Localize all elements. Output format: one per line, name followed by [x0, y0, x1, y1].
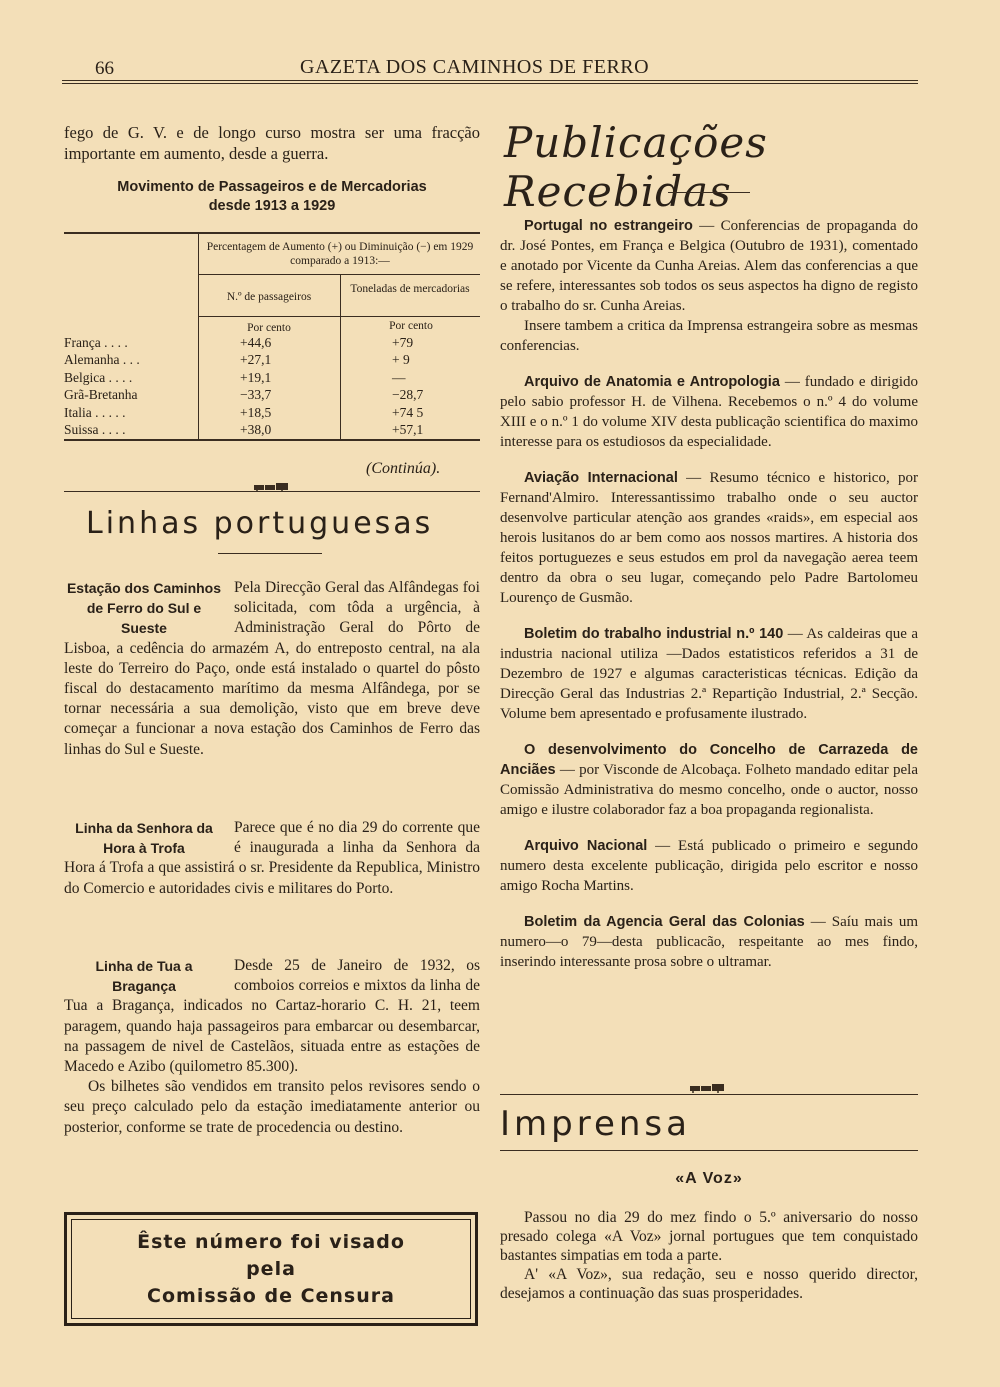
publication-text: Resumo técnico e historico, por Fernand'Almiro. Interessantissimo trabalho onde o seu auctor desenvolve particular atenção aos grandes «raids», em especial aos herois lusitanos do ar bem como aos nossos martires. A historia dos feitos portuguezes e seus estudos em prol da navegação aerea teem dentro da obra o seu lugar, começando pelo Padre Bartolomeu Lourenço de Gusmão.	[500, 470, 918, 606]
table-row	[64, 421, 480, 438]
intro-paragraph: fego de G. V. e de longo curso mostra ser uma fracção importante em aumento, desde a guerra.	[64, 123, 480, 163]
voz-paragraph-2: A' «A Voz», sua redação, seu e nosso querido director, desejamos a continuação das suas prosperidades.	[500, 1266, 918, 1302]
publicacoes-underline	[668, 192, 750, 193]
publication-text: Está publicado o primeiro e segundo numero desta excelente publicação, dirigida pelo escritor e nosso amigo Rocha Martins.	[500, 838, 919, 894]
publication-title: O desenvolvimento do Concelho de Carrazeda de Anciães	[500, 742, 918, 778]
article-text-tua-braganca: Desde 25 de Janeiro de 1932, os comboios correios e mixtos da linha de Tua a Bragança, indicados no Cartaz-horario C. H. 21, teem paragem, quando haja passageiros para embarcar ou desembarcar, na passagem de nivel de Castelãos, situada entre as estações de Macedo e Azibo (quilometro 85.300).	[64, 957, 480, 1076]
row-country: Alemanha . . .	[64, 352, 140, 368]
article-text-tua-braganca-2: Os bilhetes são vendidos em transito pelos revisores sendo o seu preço calculado pelo da estação imediatamente anterior ou posterior, conforme se trate de procedencia ou destino.	[64, 1078, 480, 1136]
publication-text: Saíu mais um numero—o 79—desta publicacão, respeitante ao mes findo, inserindo interessante prosa sobre o ultramar.	[500, 914, 919, 970]
row-tons: −28,7	[392, 387, 424, 403]
row-country: Italia . . . . .	[64, 404, 126, 420]
row-passengers: +27,1	[240, 352, 272, 368]
row-tons: +79	[392, 335, 414, 350]
censor-box	[64, 1212, 478, 1326]
table-title-line-1: Movimento de Passageiros e de Mercadorias	[117, 179, 427, 195]
publication-text: fundado e dirigido pelo sabio professor H. de Vilhena. Recebemos o n.º 4 do volume XIII e o n.º 1 do volume XIV desta publicação scientifica do maximo interesse para os estudiosos da especialidade.	[500, 374, 919, 450]
page-number: 66	[95, 58, 114, 79]
publication-title: Arquivo Nacional	[524, 838, 648, 854]
voz-paragraph-1: Passou no dia 29 do mez findo o 5.º aniversario do nosso presado colega «A Voz» jornal portugues que tem conquistado bastantes simpatias em toda a parte.	[500, 1209, 918, 1264]
table-row	[64, 351, 480, 368]
continua-note: (Continúa).	[366, 460, 441, 477]
running-title: GAZETA DOS CAMINHOS DE FERRO	[300, 56, 650, 78]
table-title-line-2: desde 1913 a 1929	[208, 198, 336, 214]
row-tons: —	[392, 369, 406, 385]
publication-entry: Boletim da Agencia Geral das Colonias — Saíu mais um numero—o 79—desta publicacão, respeitante ao mes findo, inserindo interessante prosa sobre o ultramar.	[500, 914, 919, 970]
publication-title: Boletim do trabalho industrial n.º 140	[524, 626, 784, 642]
publication-entry-continued: Insere tambem a critica da Imprensa estrangeira sobre as mesmas conferencias.	[500, 318, 918, 354]
row-passengers: +18,5	[240, 404, 272, 420]
table-row	[64, 386, 480, 403]
row-tons: +57,1	[392, 422, 424, 437]
row-passengers: +19,1	[240, 369, 272, 385]
unit-tons: Por cento	[389, 320, 433, 332]
publication-title: Boletim da Agencia Geral das Colonias	[524, 914, 805, 930]
section-title-imprensa: Imprensa	[500, 1104, 691, 1144]
row-country: Grã-Bretanha	[64, 387, 138, 403]
table-row	[64, 369, 480, 386]
voz-title: «A Voz»	[675, 1170, 743, 1187]
article-sul-sueste	[64, 578, 480, 760]
row-passengers: −33,7	[240, 387, 272, 403]
publication-entry: O desenvolvimento do Concelho de Carrazeda de Anciães — por Visconde de Alcobaça. Folheto mandado editar pela Comissão Administrativa do mesmo concelho, onde o auctor, nosso amigo e ilustre colaborador faz a boa propaganda regionalista.	[500, 742, 918, 818]
row-country: Belgica . . . .	[64, 369, 133, 385]
publication-text: por Visconde de Alcobaça. Folheto mandado editar pela Comissão Administrativa do mesmo concelho, onde o auctor, nosso amigo e ilustre colaborador faz a boa propaganda regionalista.	[500, 762, 918, 818]
table-row	[64, 404, 480, 421]
header-rule-2	[62, 83, 918, 84]
publication-title: Portugal no estrangeiro	[524, 218, 693, 234]
article-senhora-hora	[64, 818, 480, 899]
train-ornament-icon	[252, 482, 290, 492]
publication-entry: Boletim do trabalho industrial n.º 140 — As caldeiras que a industria nacional utiliza —Dados estatisticos referidos a 31 de Dezembro de 1927 e algumas caracteristicas técnicas. Edição da Direcção Geral das Industrias 2.ª Repartição Industrial, 2.ª Secção. Volume bem apresentado e profusamente ilustrado.	[500, 626, 918, 722]
censor-line-1: Êste número foi visado	[137, 1231, 405, 1253]
col-header-passengers: N.º de passageiros	[226, 291, 312, 303]
publication-title: Arquivo de Anatomia e Antropologia	[524, 374, 780, 390]
row-country: Suissa . . . .	[64, 422, 126, 437]
article-text-senhora-hora: Parece que é no dia 29 do corrente que é inaugurada a linha da Senhora da Hora á Trofa a que assistirá o sr. Presidente da Republica, Ministro do Comercio e autoridades civis e militares do Porto.	[64, 819, 480, 897]
voz-article	[500, 1208, 918, 1303]
imprensa-divider	[500, 1094, 918, 1095]
censor-line-3: Comissão de Censura	[147, 1285, 395, 1307]
unit-passengers: Por cento	[247, 322, 291, 334]
publication-entry: Aviação Internacional — Resumo técnico e historico, por Fernand'Almiro. Interessantissimo trabalho onde o seu auctor desenvolve particular atenção aos grandes «raids», em especial aos herois lusitanos do ar bem como aos nossos martires. A historia dos feitos portuguezes e seus estudos em prol da navegação aerea teem dentro da obra o seu lugar, começando pelo Padre Bartolomeu Lourenço de Gusmão.	[500, 470, 918, 606]
censor-line-2: pela	[246, 1258, 296, 1280]
table-title	[64, 178, 480, 216]
row-passengers: +38,0	[240, 422, 272, 437]
stats-table	[64, 232, 480, 441]
title-underline	[218, 553, 322, 554]
section-title-publicacoes: Publicações Recebidas	[504, 118, 768, 216]
table-row	[64, 334, 480, 351]
article-text-sul-sueste: Pela Direcção Geral das Alfândegas foi solicitada, com tôda a urgência, à Administração Geral do Pôrto de Lisboa, a cedência do armazém A, do entreposto central, na ala leste do Terreiro do Paço, onde está instalado o quartel do pôsto fiscal do destacamento marítimo da mesma Alfândega, por se tornar necessária a sua demolição, visto que em breve deve começar a funcionar a nova estação dos Caminhos de Ferro das linhas do Sul e Sueste.	[64, 579, 480, 758]
section-title-linhas: Linhas portuguesas	[86, 506, 434, 541]
side-heading-tua-braganca: Linha de Tua a Bragança	[95, 958, 193, 994]
row-country: França . . . .	[64, 335, 128, 350]
publication-entry: Arquivo Nacional — Está publicado o primeiro e segundo numero desta excelente publicação, dirigida pelo escritor e nosso amigo Rocha Martins.	[500, 838, 919, 894]
col-header-tons: Toneladas de mercadorias	[350, 283, 470, 295]
row-tons: +74 5	[392, 404, 424, 420]
publication-entry: Arquivo de Anatomia e Antropologia — fundado e dirigido pelo sabio professor H. de Vilhena. Recebemos o n.º 4 do volume XIII e o n.º 1 do volume XIV desta publicação scientifica do maximo interesse para os estudiosos da especialidade.	[500, 374, 919, 450]
article-tua-braganca	[64, 956, 480, 1138]
imprensa-underline	[500, 1150, 918, 1151]
publications-list	[500, 216, 918, 988]
publication-title: Aviação Internacional	[524, 470, 678, 486]
publication-text: Conferencias de propaganda do dr. José Pontes, em França e Belgica (Outubro de 1931), comentado e anotado por Vicente da Cunha Areias. Alem das conferencias a que se refere, interessantes sob todos os seus aspectos ha digno de registo o trabalho do sr. Cunha Areias.	[500, 218, 918, 314]
side-heading-senhora-hora: Linha da Senhora da Hora à Trofa	[75, 820, 213, 856]
side-heading-sul-sueste: Estação dos Caminhos de Ferro do Sul e Sueste	[66, 580, 222, 636]
publication-entry: Portugal no estrangeiro — Conferencias de propaganda do dr. José Pontes, em França e Belgica (Outubro de 1931), comentado e anotado por Vicente da Cunha Areias. Alem das conferencias a que se refere, interessantes sob todos os seus aspectos ha digno de registo o trabalho do sr. Cunha Areias.	[500, 218, 918, 314]
publication-text: As caldeiras que a industria nacional utiliza —Dados estatisticos referidos a 31 de Dezembro de 1927 e algumas caracteristicas técnicas. Edição da Direcção Geral das Industrias 2.ª Repartição Industrial, 2.ª Secção. Volume bem apresentado e profusamente ilustrado.	[500, 626, 918, 722]
row-passengers: +44,6	[240, 335, 272, 350]
group-header: Percentagem de Aumento (+) ou Diminuição (−) em 1929 comparado a 1913:—	[206, 241, 474, 267]
row-tons: + 9	[392, 352, 410, 368]
train-ornament-icon-2	[688, 1083, 726, 1093]
header-rule	[62, 80, 918, 81]
